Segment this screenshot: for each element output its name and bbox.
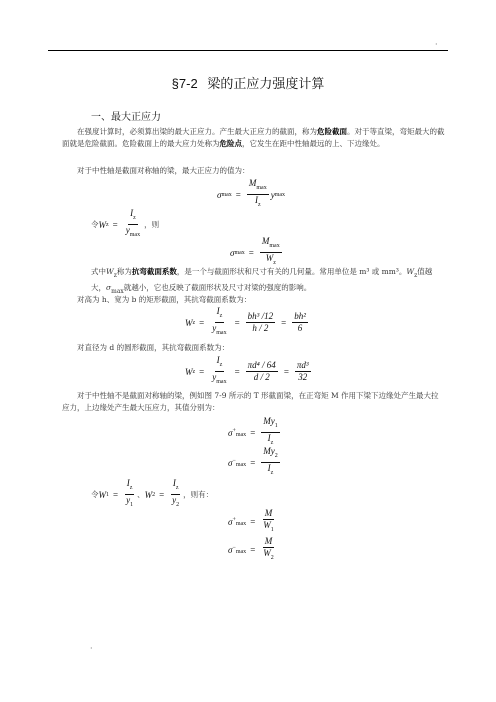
equation-rectangle-wz: W z = $\frac{I_z}{y_{max}}$ = $\frac{\text{bh³ /12}}{h / 2}$ = $\frac{\text{bh²}}{6}$ [185,306,306,336]
paragraph-intro: 在强度计算时，必须算出梁的最大正应力。产生最大正应力的截面，称为危险截面。对于等直梁，弯矩最大的截面就是危险截面。危险截面上的最大应力处称为危险点，它发生在距中性轴最远的上、下边缘处。 [62,127,445,148]
header-rule [48,50,448,51]
decorative-dot-bottom: · [90,644,93,653]
equation-tension-w1: σ +max = $\frac{M}{W_1}$ [228,508,274,533]
term-dangerous-section: 危险截面 [317,127,347,136]
equation-sigma-over-wz: σ max = $\frac{M_{max}}{W_z}$ [230,236,280,266]
paragraph-symmetric: 对于中性轴是截面对称轴的梁，最大正应力的值为： [77,166,250,175]
term-dangerous-point: 危险点 [219,138,242,148]
paragraph-t-section: 对于中性轴不是截面对称轴的梁，例如图 7-9 所示的 T 形截面梁，在正弯矩 M 作用下梁下边缘处产生最大拉应力，上边缘处产生最大压应力，其值分别为： [62,391,439,412]
equation-compression-max: σ −max = $\frac{My_2}{I_z}$ [228,446,278,476]
decorative-dot: · [435,40,438,49]
paragraph-rectangle: 对高为 h、宽为 b 的矩形截面，其抗弯截面系数为： [77,295,252,304]
term-section-modulus: 抗弯截面系数 [131,267,177,276]
page-title [0,73,496,92]
equation-define-w1-w2: 令 W 1 = $\frac{I_z}{y_1}$ 、 W 2 = $\frac{I_z}{y_2}$ ，则有： [91,478,214,508]
equation-sigma-max: σ max = $\frac{M_{max}}{I_z}$ y max [217,178,286,208]
equation-compression-w2: σ −max = $\frac{M}{W_2}$ [228,536,274,561]
equation-define-wz: 令 W z = $\frac{I_z}{y_{max}}$ ，则 [91,208,160,238]
paragraph-circle: 对直径为 d 的圆形截面，其抗弯截面系数为： [77,343,230,352]
paragraph-section-modulus: 式中$W_z$称为抗弯截面系数，是一个与截面形状和尺寸有关的几何量。常用单位是 m³ 或 mm³。$W_z$值越大，$\sigma_{max}$就越小，它也反映了截面形状及尺寸对梁的强度的影响。 [91,267,433,295]
section-heading: 一、最大正应力 [91,112,161,123]
section-title: 梁的正应力强度计算 [207,76,325,91]
section-number: §7-2 [171,76,198,91]
equation-circle-wz: W z = $\frac{I_z}{y_{max}}$ = $\frac{\text{πd⁴ / 64}}{d / 2}$ = $\frac{\text{πd³}}{32}$ [185,355,309,385]
equation-tension-max: σ +max = $\frac{My_1}{I_z}$ [228,416,278,446]
